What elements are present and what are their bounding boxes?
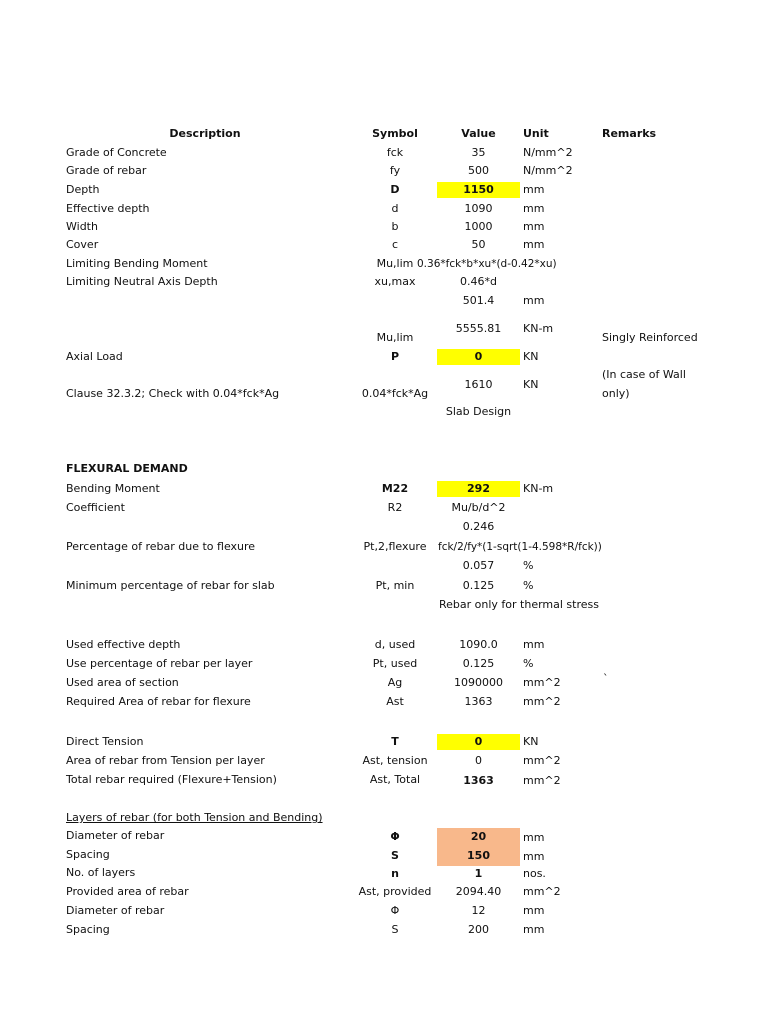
row-description: Limiting Bending Moment bbox=[66, 257, 208, 270]
row-remarks: only) bbox=[602, 387, 630, 400]
row-unit: mm^2 bbox=[523, 676, 561, 689]
row-description: Grade of Concrete bbox=[66, 146, 167, 159]
row-description: Use percentage of rebar per layer bbox=[66, 657, 253, 670]
row-value: fck/2/fy*(1-sqrt(1-4.598*R/fck)) bbox=[438, 541, 602, 553]
header-symbol: Symbol bbox=[372, 127, 418, 140]
layers-input[interactable]: 1 bbox=[474, 867, 483, 880]
row-symbol: Mu,lim bbox=[376, 331, 414, 344]
depth-value-input[interactable]: 1150 bbox=[463, 183, 494, 196]
header-unit: Unit bbox=[523, 127, 549, 140]
row-unit: mm^2 bbox=[523, 695, 561, 708]
row-symbol: b bbox=[391, 220, 399, 233]
row-value: 35 bbox=[471, 146, 486, 159]
row-description: No. of layers bbox=[66, 866, 136, 879]
row-description: Percentage of rebar due to flexure bbox=[66, 540, 256, 553]
row-description: Total rebar required (Flexure+Tension) bbox=[66, 773, 277, 786]
row-unit: mm bbox=[523, 850, 545, 863]
row-remarks: (In case of Wall bbox=[602, 368, 686, 381]
row-remarks: ` bbox=[603, 672, 609, 685]
row-description: Used area of section bbox=[66, 676, 179, 689]
row-unit: mm bbox=[523, 220, 545, 233]
row-value: 501.4 bbox=[462, 294, 495, 307]
slab-design-label: Slab Design bbox=[445, 405, 512, 418]
row-description: Bending Moment bbox=[66, 482, 160, 495]
row-value: 50 bbox=[471, 238, 486, 251]
row-description: Direct Tension bbox=[66, 735, 144, 748]
row-value: 1090 bbox=[464, 202, 493, 215]
row-unit: mm bbox=[523, 904, 545, 917]
row-unit: KN bbox=[523, 350, 539, 363]
row-description: Coefficient bbox=[66, 501, 125, 514]
spacing-input[interactable]: 150 bbox=[467, 849, 490, 862]
row-symbol: Ast, Total bbox=[369, 773, 421, 786]
section-title: FLEXURAL DEMAND bbox=[66, 462, 188, 475]
row-description: Required Area of rebar for flexure bbox=[66, 695, 251, 708]
row-value: 0.125 bbox=[462, 579, 495, 592]
row-symbol: P bbox=[390, 350, 400, 363]
row-unit: % bbox=[523, 579, 534, 592]
header-remarks: Remarks bbox=[602, 127, 657, 140]
bending-moment-input[interactable]: 292 bbox=[467, 482, 490, 495]
row-value: 1610 bbox=[464, 378, 493, 391]
row-unit: mm^2 bbox=[523, 774, 561, 787]
row-symbol: S bbox=[391, 923, 399, 936]
row-symbol: M22 bbox=[381, 482, 409, 495]
row-symbol: S bbox=[391, 849, 399, 862]
layers-section-title: Layers of rebar (for both Tension and Bending) bbox=[66, 811, 323, 824]
row-value: 0.46*d bbox=[460, 275, 497, 288]
row-unit: mm bbox=[523, 638, 545, 651]
row-unit: KN bbox=[523, 378, 539, 391]
row-remarks: Singly Reinforced bbox=[602, 331, 698, 344]
row-value: 0.36*fck*b*xu*(d-0.42*xu) bbox=[417, 258, 557, 270]
row-unit: mm bbox=[523, 294, 545, 307]
row-unit: % bbox=[523, 657, 534, 670]
row-description: Axial Load bbox=[66, 350, 123, 363]
row-description: Grade of rebar bbox=[66, 164, 147, 177]
row-value: 1090000 bbox=[454, 676, 503, 689]
row-unit: KN-m bbox=[523, 482, 554, 495]
header-description: Description bbox=[169, 127, 241, 140]
row-value: 1000 bbox=[464, 220, 493, 233]
row-value: 1363 bbox=[464, 695, 493, 708]
row-symbol: T bbox=[391, 735, 399, 748]
row-value: 0 bbox=[475, 754, 482, 767]
row-value: 2094.40 bbox=[455, 885, 502, 898]
row-description: Width bbox=[66, 220, 98, 233]
row-description: Area of rebar from Tension per layer bbox=[66, 754, 265, 767]
row-unit: N/mm^2 bbox=[523, 146, 573, 159]
row-symbol: Ast, provided bbox=[358, 885, 432, 898]
row-value: 0.057 bbox=[462, 559, 495, 572]
row-value: 500 bbox=[468, 164, 489, 177]
row-description: Depth bbox=[66, 183, 100, 196]
row-symbol: Ast, tension bbox=[362, 754, 428, 767]
row-description: Limiting Neutral Axis Depth bbox=[66, 275, 218, 288]
row-symbol: R2 bbox=[387, 501, 403, 514]
row-unit: KN-m bbox=[523, 322, 554, 335]
direct-tension-input[interactable]: 0 bbox=[474, 735, 483, 748]
row-symbol: Pt,2,flexure bbox=[363, 540, 427, 553]
row-symbol: fck bbox=[386, 146, 404, 159]
row-symbol: n bbox=[391, 867, 399, 880]
row-symbol: 0.04*fck*Ag bbox=[361, 387, 429, 400]
row-symbol: d bbox=[391, 202, 399, 215]
row-description: Diameter of rebar bbox=[66, 904, 165, 917]
row-value: 1363 bbox=[463, 774, 494, 787]
row-description: Cover bbox=[66, 238, 99, 251]
row-description: Minimum percentage of rebar for slab bbox=[66, 579, 275, 592]
row-value: 12 bbox=[471, 904, 486, 917]
row-symbol: Φ bbox=[390, 904, 400, 917]
row-symbol: Ast bbox=[386, 695, 404, 708]
row-symbol: fy bbox=[389, 164, 401, 177]
row-description: Used effective depth bbox=[66, 638, 181, 651]
row-value: 1090.0 bbox=[459, 638, 498, 651]
row-symbol: d, used bbox=[374, 638, 416, 651]
row-description: Effective depth bbox=[66, 202, 150, 215]
row-value: 5555.81 bbox=[455, 322, 502, 335]
axial-load-input[interactable]: 0 bbox=[474, 350, 483, 363]
row-symbol: Φ bbox=[390, 830, 400, 843]
row-symbol: D bbox=[390, 183, 400, 196]
row-symbol: Pt, used bbox=[372, 657, 418, 670]
row-description: Clause 32.3.2; Check with 0.04*fck*Ag bbox=[66, 387, 280, 400]
row-value: 200 bbox=[468, 923, 489, 936]
row-symbol: Mu,lim bbox=[376, 257, 414, 270]
row-value: 0.125 bbox=[462, 657, 495, 670]
row-unit: nos. bbox=[523, 867, 546, 880]
diameter-input[interactable]: 20 bbox=[470, 830, 487, 843]
row-description: Provided area of rebar bbox=[66, 885, 189, 898]
row-description: Spacing bbox=[66, 923, 110, 936]
row-description: Diameter of rebar bbox=[66, 829, 165, 842]
row-unit: KN bbox=[523, 735, 539, 748]
row-unit: mm^2 bbox=[523, 754, 561, 767]
row-symbol: c bbox=[391, 238, 399, 251]
row-unit: N/mm^2 bbox=[523, 164, 573, 177]
row-value: 0.246 bbox=[462, 520, 495, 533]
row-unit: mm bbox=[523, 202, 545, 215]
row-description: Spacing bbox=[66, 848, 110, 861]
thermal-note: Rebar only for thermal stress bbox=[439, 598, 599, 611]
row-unit: mm bbox=[523, 923, 545, 936]
row-unit: mm bbox=[523, 831, 545, 844]
row-unit: mm bbox=[523, 238, 545, 251]
row-unit: % bbox=[523, 559, 534, 572]
row-symbol: Ag bbox=[387, 676, 403, 689]
row-value: Mu/b/d^2 bbox=[451, 501, 506, 514]
row-unit: mm^2 bbox=[523, 885, 561, 898]
row-symbol: xu,max bbox=[374, 275, 416, 288]
row-unit: mm bbox=[523, 183, 545, 196]
row-symbol: Pt, min bbox=[375, 579, 415, 592]
header-value: Value bbox=[461, 127, 496, 140]
